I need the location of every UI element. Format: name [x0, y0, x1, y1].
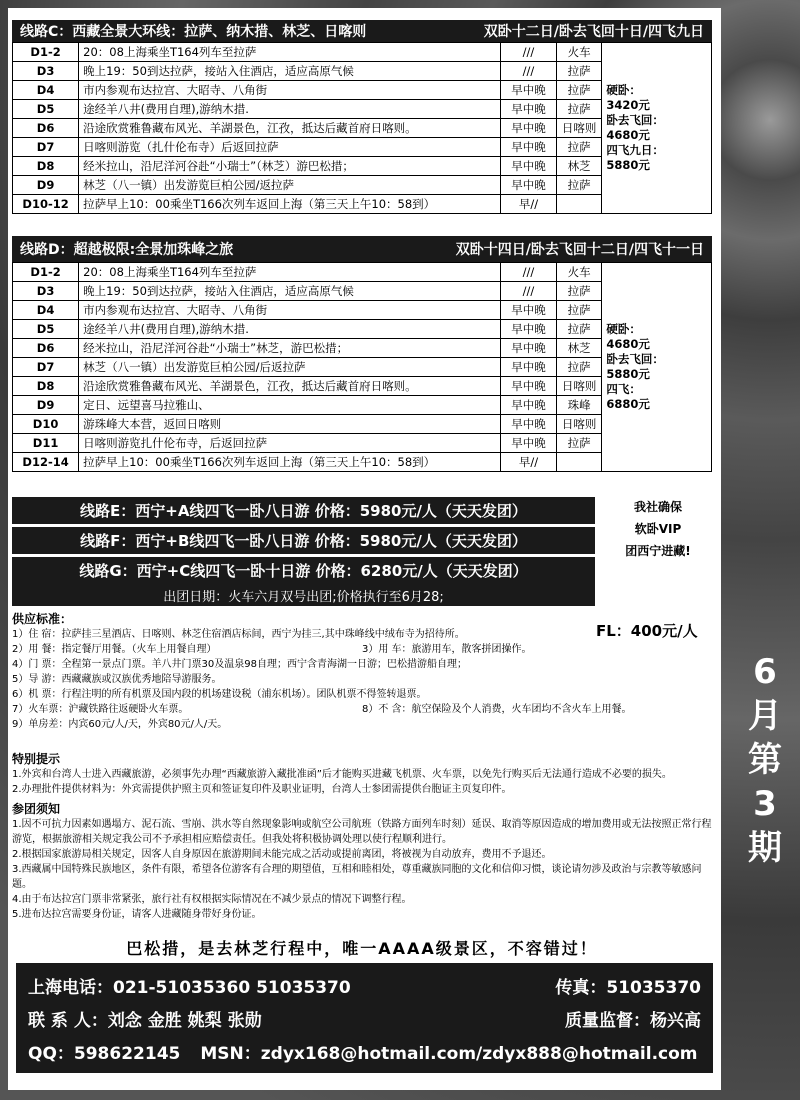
route-c-table: [12, 42, 712, 214]
city-cell: 日喀则: [556, 415, 601, 434]
notice-item: 4.由于布达拉宫门票非常紧张，旅行社有权根据实际情况在不减少景点的情况下调整行程。: [12, 894, 412, 905]
description-cell: 日喀则游览扎什伦布寺，后返回拉萨: [79, 434, 501, 453]
description-cell: 沿途欣赏雅鲁藏布风光、羊湖景色，江孜，抵达后藏首府日喀则。: [79, 119, 501, 138]
meals-cell: 早中晚: [501, 119, 557, 138]
description-cell: 林芝（八一镇）出发游览巨柏公园/返拉萨: [79, 176, 501, 195]
price-line: 4680元: [606, 337, 650, 351]
departure-dates: 出团日期：火车六月双号出团;价格执行至6月28;: [12, 584, 595, 606]
description-cell: 沿途欣赏雅鲁藏布风光、羊湖景色，江孜，抵达后藏首府日喀则。: [79, 377, 501, 396]
city-cell: 拉萨: [556, 301, 601, 320]
route-d-header: [12, 236, 712, 262]
day-cell: D3: [13, 62, 79, 81]
section-heading: 参团须知: [12, 802, 61, 816]
standard-item: 2）用 餐：指定餐厅用餐。（火车上用餐自理）: [12, 644, 217, 655]
meals-cell: 早中晚: [501, 157, 557, 176]
day-cell: D4: [13, 301, 79, 320]
meals-cell: 早中晚: [501, 138, 557, 157]
promo-route-g: 线路G：西宁+C线四飞一卧十日游 价格：6280元/人（天天发团）: [12, 557, 595, 584]
meals-cell: 早中晚: [501, 339, 557, 358]
description-cell: 途经羊八井(费用自理),游纳木措.: [79, 100, 501, 119]
description-cell: 途经羊八井(费用自理),游纳木措.: [79, 320, 501, 339]
special-notes: [12, 752, 712, 797]
day-cell: D10-12: [13, 195, 79, 214]
meals-cell: 早中晚: [501, 415, 557, 434]
standard-item: 9）单房差：内宾60元/人/天，外宾80元/人/天。: [12, 719, 228, 730]
section-heading: 特别提示: [12, 752, 61, 766]
price-line: 卧去飞回：: [606, 352, 664, 366]
meals-cell: 早//: [501, 453, 557, 472]
city-cell: 拉萨: [556, 100, 601, 119]
standard-item: 8）不 含：航空保险及个人消费，火车团均不含火车上用餐。: [362, 704, 632, 715]
standard-item: 6）机 票：行程注明的所有机票及国内段的机场建设税（浦东机场）。团队机票不得签转退票。: [12, 689, 427, 700]
price-line: 3420元: [606, 98, 650, 112]
description-cell: 拉萨早上10：00乘坐T166次列车返回上海（第三天上午10：58到）: [79, 453, 501, 472]
meals-cell: ///: [501, 282, 557, 301]
city-cell: 拉萨: [556, 62, 601, 81]
description-cell: 林芝（八一镇）出发游览巨柏公园/后返拉萨: [79, 358, 501, 377]
price-line: 4680元: [606, 128, 650, 142]
city-cell: 火车: [556, 43, 601, 62]
meals-cell: ///: [501, 62, 557, 81]
city-cell: [556, 453, 601, 472]
day-cell: D7: [13, 358, 79, 377]
description-cell: 拉萨早上10：00乘坐T166次列车返回上海（第三天上午10：58到）: [79, 195, 501, 214]
meals-cell: ///: [501, 43, 557, 62]
fax: 传真：51035370: [555, 978, 701, 998]
day-cell: D1-2: [13, 43, 79, 62]
price-cell: [602, 43, 712, 214]
meals-cell: 早中晚: [501, 358, 557, 377]
issue-char: 3: [753, 784, 777, 824]
price-cell: [602, 263, 712, 472]
price-line: 硬卧：: [606, 83, 641, 97]
issue-char: 6: [753, 652, 777, 692]
city-cell: 林芝: [556, 339, 601, 358]
day-cell: D8: [13, 377, 79, 396]
day-cell: D6: [13, 119, 79, 138]
city-cell: 拉萨: [556, 138, 601, 157]
guarantee-line: 我社确保: [633, 500, 682, 514]
price-line: 6880元: [606, 397, 650, 411]
description-cell: 晚上19：50到达拉萨，接站入住酒店，适应高原气候: [79, 282, 501, 301]
qq: QQ：598622145: [28, 1044, 181, 1064]
participation-notice: [12, 802, 712, 922]
standard-item: 1）住 宿：拉萨挂三星酒店、日喀则、林芝住宿酒店标间，西宁为挂三,其中珠峰线中绒布寺为招待所。: [12, 629, 465, 640]
city-cell: 拉萨: [556, 434, 601, 453]
description-cell: 市内参观布达拉宫、大昭寺、八角街: [79, 301, 501, 320]
day-cell: D9: [13, 396, 79, 415]
notice-item: 3.西藏属中国特殊民族地区，条件有限，希望各位游客有合理的期望值，互相和睦相处，尊重藏族同胞的文化和信仰习惯，谈论请勿涉及政治与宗教等敏感问题。: [12, 864, 702, 890]
meals-cell: 早中晚: [501, 396, 557, 415]
meals-cell: 早//: [501, 195, 557, 214]
route-c-durations: 双卧十二日/卧去飞回十日/四飞九日: [483, 24, 704, 40]
guarantee-line: 团西宁进藏!: [625, 544, 691, 558]
route-d-durations: 双卧十四日/卧去飞回十二日/四飞十一日: [455, 242, 704, 258]
price-line: 四飞九日：: [606, 143, 664, 157]
city-cell: 火车: [556, 263, 601, 282]
route-d-title: 线路D：超越极限:全景加珠峰之旅: [20, 242, 234, 258]
city-cell: [556, 195, 601, 214]
route-c-title: 线路C：西藏全景大环线：拉萨、纳木措、林芝、日喀则: [20, 24, 367, 40]
standard-item: 4）门 票：全程第一景点门票。羊八井门票30及温泉98自理；西宁含青海湖一日游；巴松措游船自理；: [12, 659, 467, 670]
meals-cell: 早中晚: [501, 377, 557, 396]
day-cell: D7: [13, 138, 79, 157]
itinerary-row: [13, 43, 712, 62]
day-cell: D5: [13, 320, 79, 339]
city-cell: 拉萨: [556, 176, 601, 195]
description-cell: 经米拉山，沿尼洋河谷赴“小瑞士”（林芝）游巴松措；: [79, 157, 501, 176]
notice-item: 5.进布达拉宫需要身份证，请客人进藏随身带好身份证。: [12, 909, 262, 920]
section-heading: 供应标准：: [12, 612, 73, 626]
meals-cell: ///: [501, 263, 557, 282]
city-cell: 日喀则: [556, 377, 601, 396]
promo-route-f: 线路F：西宁+B线四飞一卧八日游 价格：5980元/人（天天发团）: [12, 527, 595, 554]
notice-item: 2.根据国家旅游局相关规定，因客人自身原因在旅游期间未能完成之活动或提前离团，将被视为自动放弃，费用不予退还。: [12, 849, 552, 860]
description-cell: 20：08上海乘坐T164列车至拉萨: [79, 263, 501, 282]
day-cell: D6: [13, 339, 79, 358]
day-cell: D12-14: [13, 453, 79, 472]
description-cell: 20：08上海乘坐T164列车至拉萨: [79, 43, 501, 62]
description-cell: 市内参观布达拉宫、大昭寺、八角街: [79, 81, 501, 100]
city-cell: 拉萨: [556, 358, 601, 377]
special-item: 2.办理批件提供材料为：外宾需提供护照主页和签证复印件及职业证明，台湾人士参团需提供台胞证主页复印件。: [12, 784, 512, 795]
issue-label: [740, 650, 790, 870]
issue-char: 期: [748, 828, 782, 868]
description-cell: 经米拉山，沿尼洋河谷赴“小瑞士”林芝，游巴松措；: [79, 339, 501, 358]
meals-cell: 早中晚: [501, 176, 557, 195]
meals-cell: 早中晚: [501, 434, 557, 453]
route-d-table: [12, 262, 712, 472]
city-cell: 林芝: [556, 157, 601, 176]
day-cell: D9: [13, 176, 79, 195]
price-line: 硬卧：: [606, 322, 641, 336]
price-line: 5880元: [606, 367, 650, 381]
special-item: 1.外宾和台湾人士进入西藏旅游，必须事先办理“西藏旅游入藏批准函”后才能购买进藏飞机票、火车票，以免先行购买后无法通行造成不必要的损失。: [12, 769, 672, 780]
slogan: 巴松措，是去林芝行程中，唯一AAAA级景区，不容错过！: [126, 939, 598, 958]
day-cell: D3: [13, 282, 79, 301]
promo-route-e: 线路E：西宁+A线四飞一卧八日游 价格：5980元/人（天天发团）: [12, 497, 595, 524]
notice-item: 1.因不可抗力因素如遇塌方、泥石流、雪崩、洪水等自然现象影响或航空公司航班（铁路方面列车时刻）延误、取消等原因造成的增加费用或无法按照正常行程游览，根据旅游相关规定我公司不予承担相应赔偿责任。但我处将积极协调处理以使行程顺利进行。: [12, 819, 712, 845]
standard-item: 7）火车票：沪藏铁路往返硬卧火车票。: [12, 704, 189, 715]
day-cell: D1-2: [13, 263, 79, 282]
contact-footer: [16, 963, 713, 1073]
price-line: 四飞：: [606, 382, 641, 396]
city-cell: 珠峰: [556, 396, 601, 415]
city-cell: 日喀则: [556, 119, 601, 138]
day-cell: D11: [13, 434, 79, 453]
meals-cell: 早中晚: [501, 320, 557, 339]
phone: 上海电话：021-51035360 51035370: [28, 978, 351, 998]
day-cell: D5: [13, 100, 79, 119]
route-c-header: [12, 20, 712, 42]
description-cell: 定日、远望喜马拉雅山、: [79, 396, 501, 415]
meals-cell: 早中晚: [501, 301, 557, 320]
contacts: 联 系 人：刘念 金胜 姚梨 张勋: [28, 1011, 262, 1031]
city-cell: 拉萨: [556, 81, 601, 100]
day-cell: D8: [13, 157, 79, 176]
description-cell: 日喀则游览（扎什伦布寺）后返回拉萨: [79, 138, 501, 157]
standard-item: 3）用 车：旅游用车，散客拼团操作。: [362, 644, 532, 655]
fl-price: FL：400元/人: [596, 622, 698, 640]
city-cell: 拉萨: [556, 320, 601, 339]
description-cell: 晚上19：50到达拉萨，接站入住酒店，适应高原气候: [79, 62, 501, 81]
quality-supervisor: 质量监督：杨兴高: [565, 1011, 701, 1031]
standard-item: 5）导 游：西藏藏族或汉族优秀地陪导游服务。: [12, 674, 222, 685]
meals-cell: 早中晚: [501, 100, 557, 119]
issue-char: 第: [748, 740, 782, 780]
price-line: 5880元: [606, 158, 650, 172]
day-cell: D10: [13, 415, 79, 434]
supply-standards: [12, 612, 712, 732]
guarantee-line: 软卧VIP: [634, 522, 682, 536]
city-cell: 拉萨: [556, 282, 601, 301]
msn: MSN：zdyx168@hotmail.com/zdyx888@hotmail.com: [200, 1044, 698, 1064]
itinerary-row: [13, 263, 712, 282]
day-cell: D4: [13, 81, 79, 100]
guarantee-note: [604, 496, 712, 562]
meals-cell: 早中晚: [501, 81, 557, 100]
issue-char: 月: [748, 696, 782, 736]
description-cell: 游珠峰大本营，返回日喀则: [79, 415, 501, 434]
price-line: 卧去飞回：: [606, 113, 664, 127]
